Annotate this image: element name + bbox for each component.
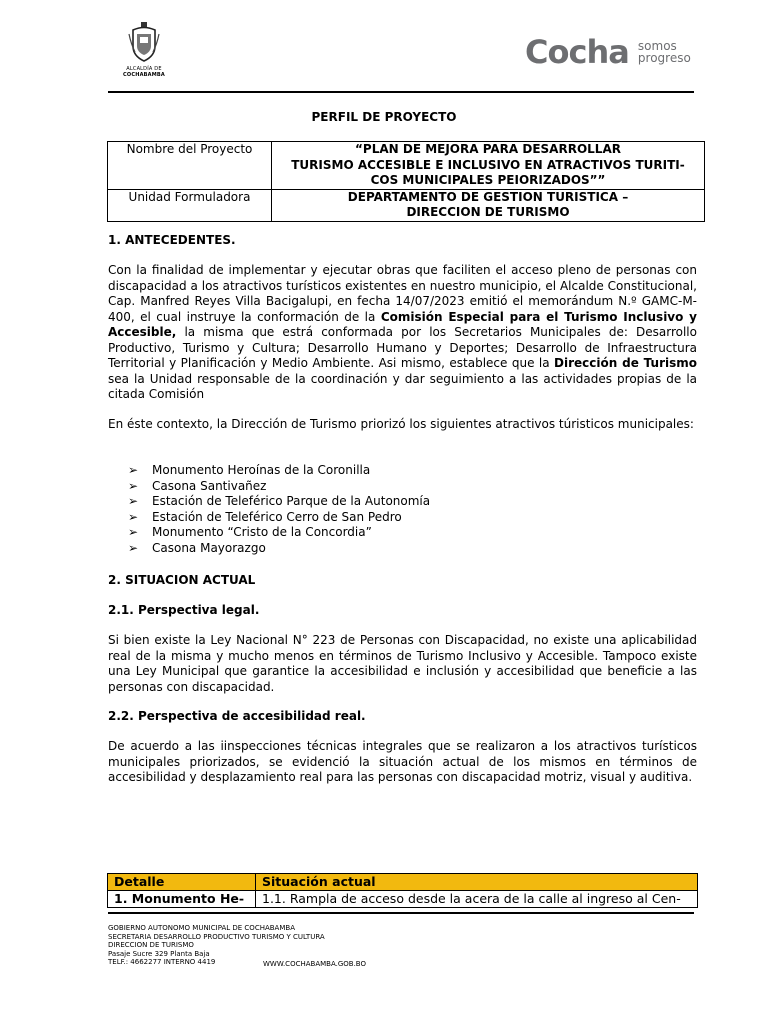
section-heading-antecedentes: 1. ANTECEDENTES. bbox=[108, 233, 236, 247]
footer-line: SECRETARIA DESARROLLO PRODUCTIVO TURISMO Y CULTURA bbox=[108, 932, 325, 941]
section-heading-situacion: 2. SITUACION ACTUAL bbox=[108, 573, 256, 587]
para-text: la misma que estrá conformada por los Secretarios Municipales de: Desarrollo Productivo, Turismo y Cultura; Desarrollo Humano y Deportes; Desarrollo de Infraestructura Territorial y Planificación y Medio Ambiente. Asi mismo, establece que la bbox=[108, 325, 697, 370]
brand-tagline-line2: progreso bbox=[637, 51, 691, 65]
attraction-label: Estación de Teleférico Cerro de San Pedro bbox=[152, 509, 402, 524]
arrow-bullet-icon: ➢ bbox=[128, 478, 139, 493]
attraction-label: Casona Santivañez bbox=[152, 478, 267, 493]
footer-divider bbox=[108, 912, 694, 914]
header-divider bbox=[108, 91, 694, 93]
arrow-bullet-icon: ➢ bbox=[128, 509, 139, 524]
project-name-line1: “PLAN DE MEJORA PARA DESARROLLAR bbox=[355, 142, 621, 156]
table-row bbox=[108, 891, 698, 908]
para-text: Con la finalidad de implementar y ejecutar obras que faciliten el acceso pleno de personas con discapacidad a los atractivos turísticos existentes en nuestro municipio, el Alcalde Constitucional, Cap. Manfred Reyes Villa Bacigalupi, en fecha 14/07/2023 emitió el memorándum N.º GAMC-M-400, el cual instruye la conformación de la bbox=[108, 263, 697, 324]
column-header-situacion: Situación actual bbox=[256, 874, 698, 891]
legal-paragraph: Si bien existe la Ley Nacional N° 223 de Personas con Discapacidad, no existe una aplicabilidad real de la misma y mucho menos en términos de Turismo Inclusivo y Accesible. Tampoco existe una Ley Municipal que garantice la accesibilidad e inclusión y accesibilidad que beneficie a las personas con discapacidad. bbox=[108, 633, 697, 694]
context-paragraph: En éste contexto, la Dirección de Turismo priorizó los siguientes atractivos túristicos municipales: bbox=[108, 417, 694, 431]
table-row bbox=[108, 142, 705, 190]
antecedentes-paragraph bbox=[108, 263, 697, 403]
seal-caption-line2: COCHABAMBA bbox=[123, 72, 165, 78]
table-header-row bbox=[108, 874, 698, 891]
list-item bbox=[128, 479, 430, 495]
subsection-heading-legal: 2.1. Perspectiva legal. bbox=[108, 603, 260, 617]
column-header-detalle: Detalle bbox=[108, 874, 256, 891]
project-name-value bbox=[272, 142, 705, 190]
detail-table bbox=[107, 873, 698, 908]
footer-website: WWW.COCHABAMBA.GOB.BO bbox=[263, 960, 366, 968]
subsection-heading-accessibility: 2.2. Perspectiva de accesibilidad real. bbox=[108, 709, 366, 723]
list-item bbox=[128, 463, 430, 479]
para-bold-commission: Comisión Especial para el Turismo Inclusivo y Accesible, bbox=[108, 309, 697, 339]
para-bold-direction: Dirección de Turismo bbox=[554, 356, 697, 370]
footer-line: Pasaje Sucre 329 Planta Baja bbox=[108, 949, 210, 958]
municipal-seal-logo bbox=[118, 22, 170, 82]
formulating-unit-line2: DIRECCION DE TURISMO bbox=[406, 205, 570, 219]
list-item bbox=[128, 494, 430, 510]
project-name-line2: TURISMO ACCESIBLE E INCLUSIVO EN ATRACTIVOS TURITI- bbox=[291, 157, 685, 172]
attractions-list bbox=[128, 463, 430, 557]
table-cell: 1. Monumento He- bbox=[108, 891, 256, 908]
attraction-label: Monumento “Cristo de la Concordia” bbox=[152, 525, 372, 540]
formulating-unit-value bbox=[272, 189, 705, 221]
arrow-bullet-icon: ➢ bbox=[128, 494, 139, 509]
project-name-label: Nombre del Proyecto bbox=[108, 142, 272, 190]
arrow-bullet-icon: ➢ bbox=[128, 525, 139, 540]
attraction-label: Casona Mayorazgo bbox=[152, 540, 266, 555]
formulating-unit-line1: DEPARTAMENTO DE GESTION TURISTICA – bbox=[347, 189, 629, 204]
attraction-label: Monumento Heroínas de la Coronilla bbox=[152, 463, 371, 477]
brand-name: Cocha bbox=[525, 33, 629, 71]
attraction-label: Estación de Teleférico Parque de la Autonomía bbox=[152, 494, 431, 509]
seal-caption-line1: ALCALDÍA DE bbox=[126, 66, 162, 72]
list-item bbox=[128, 525, 430, 541]
table-row bbox=[108, 189, 705, 221]
project-info-table bbox=[107, 141, 705, 222]
footer-line: DIRECCION DE TURISMO bbox=[108, 941, 194, 950]
brand-tagline bbox=[638, 40, 691, 64]
arrow-bullet-icon: ➢ bbox=[128, 463, 139, 477]
list-item bbox=[128, 510, 430, 526]
formulating-unit-label: Unidad Formuladora bbox=[108, 189, 272, 221]
arrow-bullet-icon: ➢ bbox=[128, 540, 139, 555]
accessibility-paragraph: De acuerdo a las iinspecciones técnicas integrales que se realizaron a los atractivos turísticos municipales priorizados, se evidenció la situación actual de los mismos en términos de accesibilidad y desplazamiento real para las personas con discapacidad motriz, visual y auditiva. bbox=[108, 739, 697, 784]
coat-of-arms-icon bbox=[127, 22, 161, 62]
brand-tagline-line1: somos bbox=[637, 39, 677, 53]
para-text: sea la Unidad responsable de la coordinación y dar seguimiento a las actividades propias de la citada Comisión bbox=[108, 371, 697, 401]
brand-logo bbox=[525, 32, 691, 72]
footer-line: GOBIERNO AUTONOMO MUNICIPAL DE COCHABAMBA bbox=[108, 924, 295, 932]
table-cell: 1.1. Rampla de acceso desde la acera de la calle al ingreso al Cen- bbox=[256, 891, 698, 908]
project-name-line3: COS MUNICIPALES PEIORIZADOS”” bbox=[370, 173, 606, 187]
list-item bbox=[128, 541, 430, 557]
footer-line: TELF.: 4662277 INTERNO 4419 bbox=[108, 958, 216, 967]
document-title: PERFIL DE PROYECTO bbox=[311, 110, 457, 124]
